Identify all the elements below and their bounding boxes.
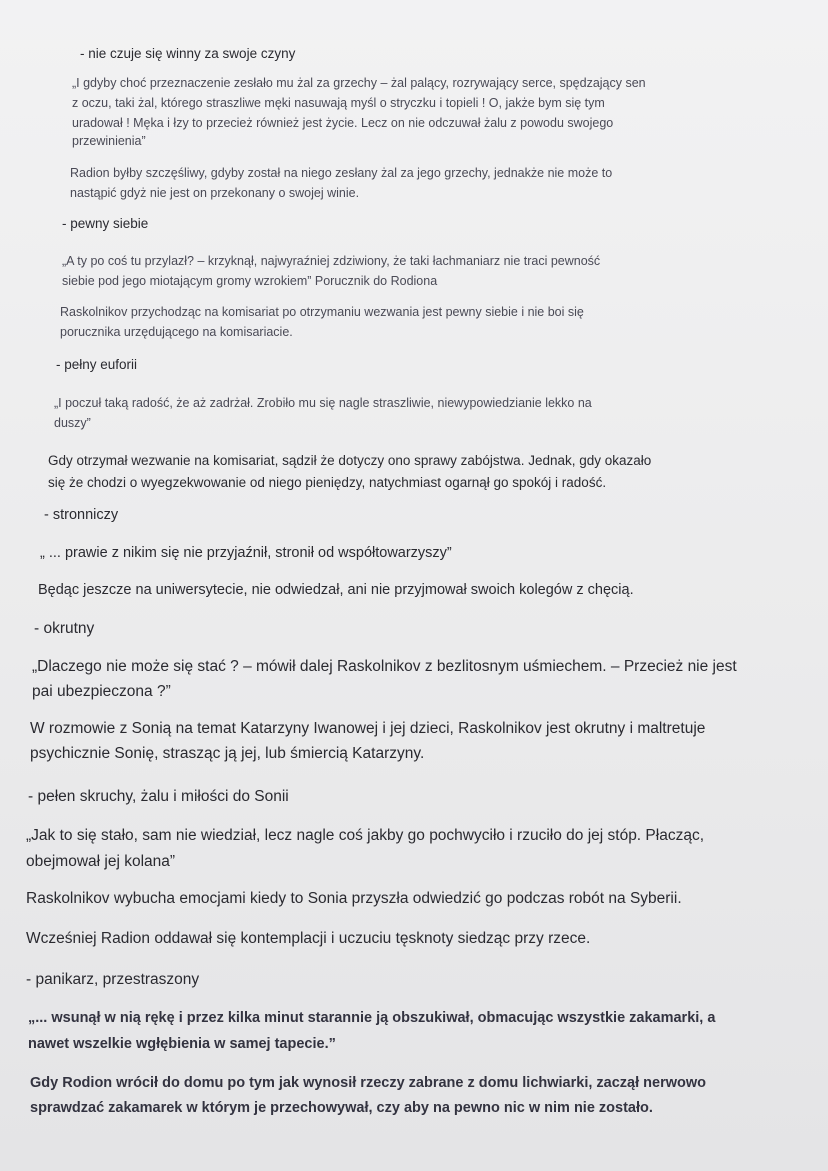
- comment-line: Raskolnikov przychodząc na komisariat po otrzymaniu wezwania jest pewny siebie i nie boi się: [60, 305, 584, 319]
- comment-line: porucznika urzędującego na komisariacie.: [60, 325, 293, 339]
- comment-line: Będąc jeszcze na uniwersytecie, nie odwiedzał, ani nie przyjmował swoich kolegów z chęcią.: [38, 582, 634, 598]
- quote-line: „I poczuł taką radość, że aż zadrżał. Zrobiło mu się nagle straszliwie, niewypowiedzianie lekko na: [54, 396, 592, 410]
- bullet-heading: - pełny euforii: [56, 357, 138, 372]
- quote-line: uradował ! Męka i łzy to przecież również jest życie. Lecz on nie odczuwał żalu z powodu swojego: [72, 116, 614, 130]
- quote-line: pai ubezpieczona ?”: [32, 683, 171, 700]
- bullet-heading: - pełen skruchy, żalu i miłości do Sonii: [28, 788, 289, 805]
- comment-line: Gdy Rodion wrócił do domu po tym jak wynosił rzeczy zabrane z domu lichwiarki, zaczął nerwowo: [30, 1075, 706, 1091]
- bullet-heading: - pewny siebie: [62, 216, 149, 231]
- quote-line: z oczu, taki żal, którego straszliwe męki nasuwają myśl o stryczku i topieli ! O, jakże bym się tym: [72, 96, 605, 110]
- bullet-heading: - nie czuje się winny za swoje czyny: [80, 46, 296, 61]
- comment-line: Wcześniej Radion oddawał się kontemplacji i uczuciu tęsknoty siedząc przy rzece.: [26, 930, 591, 947]
- comment-line: Gdy otrzymał wezwanie na komisariat, sądził że dotyczy ono sprawy zabójstwa. Jednak, gdy okazało: [48, 453, 652, 468]
- bullet-heading: - okrutny: [34, 620, 95, 637]
- quote-line: siebie pod jego miotającym gromy wzrokiem” Porucznik do Rodiona: [62, 274, 438, 288]
- comment-line: psychicznie Sonię, strasząc ją jej, lub śmiercią Katarzyny.: [30, 745, 425, 762]
- comment-line: nastąpić gdyż nie jest on przekonany o swojej winie.: [70, 186, 360, 200]
- comment-line: Raskolnikov wybucha emocjami kiedy to Sonia przyszła odwiedzić go podczas robót na Syberii.: [26, 890, 682, 907]
- quote-line: nawet wszelkie wgłębienia w samej tapecie.”: [28, 1036, 336, 1052]
- comment-line: Radion byłby szczęśliwy, gdyby został na niego zesłany żal za jego grzechy, jednakże nie może to: [70, 166, 613, 180]
- quote-line: duszy”: [54, 416, 91, 430]
- comment-line: W rozmowie z Sonią na temat Katarzyny Iwanowej i jej dzieci, Raskolnikov jest okrutny i maltretuje: [30, 720, 706, 737]
- quote-line: „Dlaczego nie może się stać ? – mówił dalej Raskolnikov z bezlitosnym uśmiechem. – Przecież nie jest: [32, 658, 737, 675]
- comment-line: sprawdzać zakamarek w którym je przechowywał, czy aby na pewno nic w nim nie zostało.: [30, 1100, 653, 1116]
- quote-line: „ ... prawie z nikim się nie przyjaźnił, stronił od współtowarzyszy”: [40, 545, 452, 561]
- quote-line: „A ty po coś tu przylazł? – krzyknął, najwyraźniej zdziwiony, że taki łachmaniarz nie traci pewność: [62, 254, 601, 268]
- quote-line: przewinienia”: [72, 134, 146, 148]
- comment-line: się że chodzi o wyegzekwowanie od niego pieniędzy, natychmiast ogarnął go spokój i radość.: [48, 475, 607, 490]
- quote-line: „I gdyby choć przeznaczenie zesłało mu żal za grzechy – żal palący, rozrywający serce, spędzający sen: [72, 76, 646, 90]
- bullet-heading: - stronniczy: [44, 507, 119, 523]
- bullet-heading: - panikarz, przestraszony: [26, 971, 200, 988]
- quote-line: „Jak to się stało, sam nie wiedział, lecz nagle coś jakby go pochwyciło i rzuciło do jej stóp. Płacząc,: [26, 827, 705, 844]
- quote-line: „... wsunął w nią rękę i przez kilka minut starannie ją obszukiwał, obmacując wszystkie zakamarki, a: [28, 1010, 716, 1026]
- quote-line: obejmował jej kolana”: [26, 853, 176, 870]
